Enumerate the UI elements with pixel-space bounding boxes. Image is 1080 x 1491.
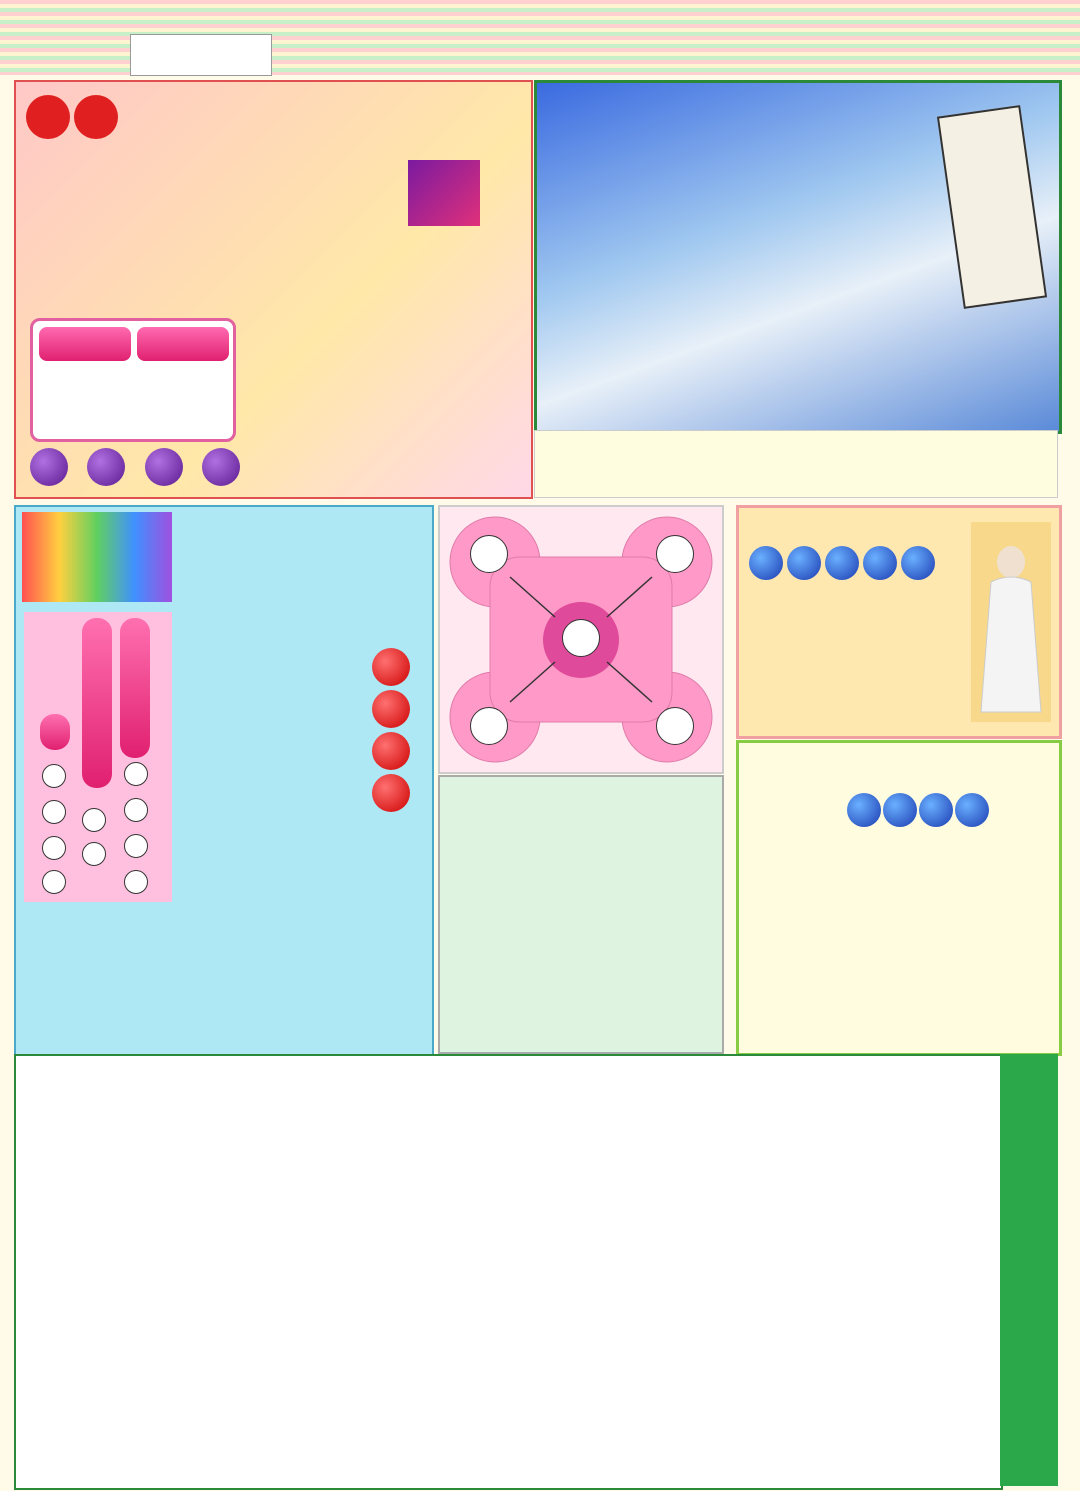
recommend-ball: [372, 732, 410, 770]
trend-chart: [16, 1056, 1001, 1488]
special-balls: [847, 793, 989, 827]
feature-columns: [40, 148, 526, 308]
guanyin-ball: [901, 546, 935, 580]
pick-ball: [87, 448, 125, 486]
zodiac-tiger: [470, 707, 508, 745]
guanyin-balls: [749, 546, 935, 580]
commentary-para-1: [180, 518, 352, 758]
masthead-title: [330, 6, 750, 56]
guanyin-ball: [749, 546, 783, 580]
total-label: [39, 327, 131, 361]
zodiac-panel: [438, 505, 724, 774]
commentary-title: [22, 512, 172, 602]
special-panel: [736, 740, 1062, 1056]
flat-number: [124, 762, 148, 786]
special-ball: [883, 793, 917, 827]
zodiac-rabbit: [470, 535, 508, 573]
poem-panel: [438, 775, 724, 1054]
special-ball: [955, 793, 989, 827]
zodiac-horse: [656, 535, 694, 573]
special-ball: [847, 793, 881, 827]
guanyin-ball: [787, 546, 821, 580]
zodiac-dragon: [656, 707, 694, 745]
pick-ball: [30, 448, 68, 486]
drag-pill: [40, 714, 70, 750]
guanyin-figure-icon: [971, 522, 1051, 722]
feature-headline: [22, 95, 122, 139]
guanyin-panel: [736, 505, 1062, 739]
special-label: [137, 327, 229, 361]
guanyin-ball: [863, 546, 897, 580]
headline-ball: [26, 95, 70, 139]
special-ball: [919, 793, 953, 827]
zodiac-dog: [562, 619, 600, 657]
special-para: [747, 873, 1047, 1043]
pick-ball: [145, 448, 183, 486]
pick-ball: [202, 448, 240, 486]
last-result: [534, 430, 1058, 498]
pick-balls: [30, 448, 240, 486]
flat-pill: [120, 618, 150, 758]
recommend-column: [358, 510, 428, 1050]
guanyin-ball: [825, 546, 859, 580]
trend-title: [1000, 1054, 1058, 1486]
headline-ball: [74, 95, 118, 139]
recommend-ball: [372, 690, 410, 728]
trend-grid: [14, 1054, 1003, 1490]
issue-number: [130, 34, 272, 76]
combo-number: [42, 764, 66, 788]
recommend-ball: [372, 774, 410, 812]
combo-pill: [82, 618, 112, 788]
recommend-ball: [372, 648, 410, 686]
summary-box: [30, 318, 236, 442]
commentary-para-2: [50, 812, 354, 1024]
